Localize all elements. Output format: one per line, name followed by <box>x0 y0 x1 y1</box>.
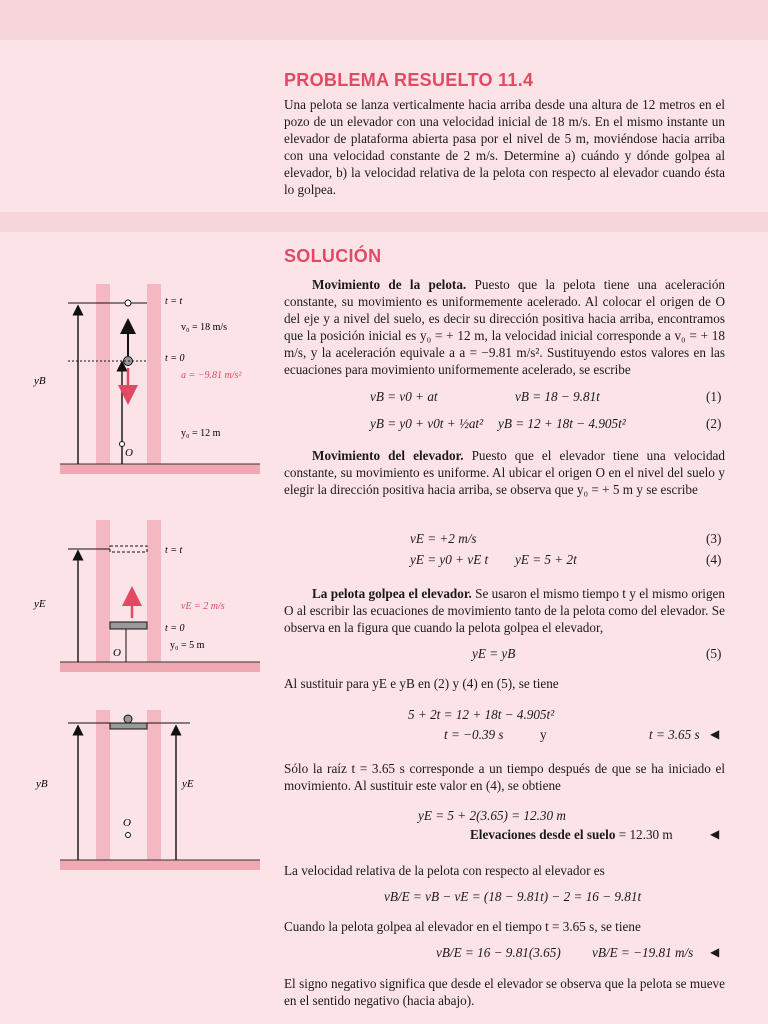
elevator-platform-3 <box>110 723 147 729</box>
fig2-t0: t = 0 <box>165 623 185 634</box>
answer-marker-2: ◀ <box>710 827 720 841</box>
hit-heading: La pelota golpea el elevador. <box>312 586 472 601</box>
origin-point-1 <box>120 442 125 447</box>
problem-title: PROBLEMA RESUELTO 11.4 <box>284 70 534 90</box>
ball-heading: Movimiento de la pelota. <box>312 277 467 292</box>
subst-text: Al sustituir para yE e yB en (2) y (4) en (5), se tiene <box>284 676 559 691</box>
origin-point-3 <box>126 833 131 838</box>
fig1-t0: t = 0 <box>165 353 185 364</box>
figure-ball-motion <box>33 284 260 474</box>
eq2-specific: yB = 12 + 18t − 4.905t² <box>498 416 626 431</box>
root1: t = −0.39 s <box>444 727 504 742</box>
ball-top-1 <box>125 300 131 306</box>
hit-text: Se usaron el mismo tiempo t y el mismo origen O al escribir las ecuaciones de movimiento tanto de la pelota como del elevador. Se observa en la figura que cuando la pelota golpea el elevador, <box>284 586 726 635</box>
eq4-general: yE = y0 + vE t <box>410 552 489 567</box>
eq1-specific: vB = 18 − 9.81t <box>515 389 600 404</box>
ball-3 <box>124 715 132 723</box>
fig2-vE: vE = 2 m/s <box>181 601 225 612</box>
fig3-yB: yB <box>36 778 48 790</box>
answer-marker-3: ◀ <box>710 945 720 959</box>
eq4-specific: yE = 5 + 2t <box>515 552 577 567</box>
shaft-right-wall-1 <box>147 284 161 464</box>
eq1-number: (1) <box>706 389 722 404</box>
fig3-yE: yE <box>182 778 194 790</box>
shaft-left-wall-1 <box>96 284 110 464</box>
figure-collision <box>35 710 260 870</box>
ground-1 <box>60 464 260 474</box>
fig2-yE: yE <box>34 598 46 610</box>
fig3-O: O <box>123 817 131 829</box>
eq8: vB/E = vB − vE = (18 − 9.81t) − 2 = 16 − 9.81t <box>384 889 642 904</box>
eq1-general: vB = v0 + at <box>370 389 438 404</box>
root-text: Sólo la raíz t = 3.65 s corresponde a un tiempo después de que se ha iniciado el movimiento. Al sustituir este valor en (4), se obtiene <box>284 761 725 793</box>
hit-paragraph <box>284 585 725 636</box>
eq5-number: (5) <box>706 646 722 661</box>
root-and: y <box>540 727 547 742</box>
ground-3 <box>60 860 260 870</box>
eq2-general: yB = y0 + v0t + ½at² <box>370 416 484 431</box>
answer-marker-1: ◀ <box>710 727 720 741</box>
eq5: yE = yB <box>472 646 516 661</box>
answer-value: = 12.30 m <box>618 827 673 842</box>
fig1-v0: v₀ = 18 m/s <box>181 322 228 333</box>
problem-statement: Una pelota se lanza verticalmente hacia arriba desde una altura de 12 metros en el pozo de un elevador con una velocidad inicial de 18 m/s. En el mismo instante un elevador de plataforma abierta pasa por el nivel de 5 m, moviéndose hacia arriba con una velocidad constante de 2 m/s. Determine a) cuándo y dónde golpea al elevador, b) la velocidad relativa de la pelota con respecto al elevador cuando ésta lo golpea. <box>284 97 725 197</box>
eq9-result: vB/E = −19.81 m/s <box>592 945 694 960</box>
solution-title: SOLUCIÓN <box>284 246 382 266</box>
ground-2 <box>60 662 260 672</box>
fig1-a: a = −9.81 m/s² <box>181 370 242 381</box>
ball-paragraph <box>284 276 725 378</box>
eq7: yE = 5 + 2(3.65) = 12.30 m <box>418 808 566 823</box>
relative-text-2: Cuando la pelota golpea al elevador en el tiempo t = 3.65 s, se tiene <box>284 919 641 934</box>
eq2-number: (2) <box>706 416 722 431</box>
eq6: 5 + 2t = 12 + 18t − 4.905t² <box>408 707 555 722</box>
fig1-y0: y₀ = 12 m <box>181 428 221 439</box>
elevator-heading: Movimiento del elevador. <box>312 448 464 463</box>
fig2-y0: y₀ = 5 m <box>170 640 205 651</box>
figure-elevator-motion <box>33 520 260 672</box>
answer-label: Elevaciones desde el suelo <box>470 827 616 842</box>
elevator-platform-2 <box>110 622 147 629</box>
elevator-text: Puesto que el elevador tiene una velocidad constante, su movimiento es uniforme. Al ubicar el origen O en el nivel del suelo y elegir la dirección positiva hacia arriba, se observa que y₀ = + 5 m y se escribe <box>284 448 725 497</box>
eq4-number: (4) <box>706 552 722 567</box>
elevation-answer <box>470 827 673 843</box>
shaft-right-wall-3 <box>147 710 161 860</box>
eq3-number: (3) <box>706 531 722 546</box>
motion-figures <box>0 270 270 870</box>
elevator-top-dashed <box>110 546 147 552</box>
shaft-right-wall-2 <box>147 520 161 662</box>
fig2-t-top: t = t <box>165 545 183 556</box>
fig2-O: O <box>113 647 121 659</box>
shaft-left-wall-2 <box>96 520 110 662</box>
relative-text-1: La velocidad relativa de la pelota con respecto al elevador es <box>284 863 605 878</box>
fig1-t-top: t = t <box>165 296 183 307</box>
eq9: vB/E = 16 − 9.81(3.65) <box>436 945 561 960</box>
ball-text: Puesto que la pelota tiene una aceleración constante, su movimiento es uniformemente acelerado. Al colocar el origen de O del eje y a nivel del suelo, es decir su dirección positiva hacia arriba, encontramos que la posición inicial es y₀ = + 12 m, la velocidad inicial corresponde a v₀ = + 18 m/s, y la aceleración equivale a a = −9.81 m/s². Sustituyendo estos valores en las ecuaciones para movimiento uniformemente acelerado, se escribe <box>284 277 726 377</box>
root2: t = 3.65 s <box>649 727 700 742</box>
shaft-left-wall-3 <box>96 710 110 860</box>
fig1-yB: yB <box>34 375 46 387</box>
fig1-O: O <box>125 447 133 459</box>
elevator-paragraph <box>284 447 725 498</box>
eq3: vE = +2 m/s <box>410 531 477 546</box>
relative-text-3: El signo negativo significa que desde el elevador se observa que la pelota se mueve en el sentido negativo (hacia abajo). <box>284 976 725 1008</box>
